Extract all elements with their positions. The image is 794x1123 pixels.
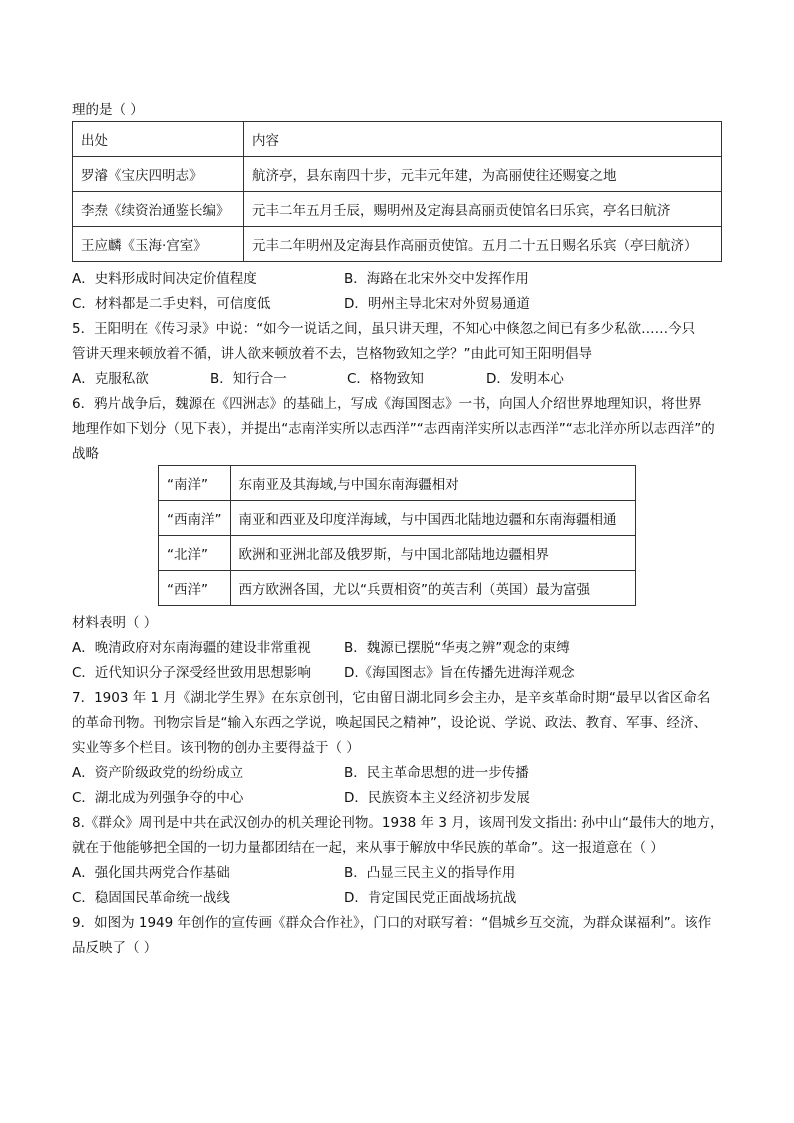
- q7-stem-line2: 的革命刊物。刊物宗旨是“输入东西之学说，唤起国民之精神”，设论说、学说、政法、教育、军事、经济、: [72, 715, 707, 731]
- table-cell: 李焘《续资治通鉴长编》: [73, 192, 244, 227]
- q4-source-table: [72, 121, 722, 262]
- q6-option-a[interactable]: A．晚清政府对东南海疆的建设非常重视: [72, 640, 311, 656]
- q7-option-c[interactable]: C．湖北成为列强争夺的中心: [72, 790, 244, 806]
- q5-stem-line1: 5．王阳明在《传习录》中说：“如今一说话之间，虽只讲天理，不知心中倏忽之间已有多少私欲……今只: [72, 321, 696, 337]
- q4-stem-tail: 理的是（ ）: [72, 102, 144, 118]
- table-cell: 元丰二年明州及定海县作高丽贡使馆。五月二十五日赐名乐宾（亭曰航济）: [244, 227, 722, 262]
- table-cell: 元丰二年五月壬辰，赐明州及定海县高丽贡使馆名曰乐宾，亭名曰航济: [244, 192, 722, 227]
- q4-option-d[interactable]: D．明州主导北宋对外贸易通道: [344, 296, 530, 312]
- q7-option-b[interactable]: B．民主革命思想的进一步传播: [344, 765, 529, 781]
- table-cell: 南亚和西亚及印度洋海域，与中国西北陆地边疆和东南海疆相通: [230, 501, 636, 536]
- q5-option-b[interactable]: B．知行合一: [210, 371, 287, 387]
- q8-stem-line1: 8.《群众》周刊是中共在武汉创办的机关理论刊物。1938 年 3 月，该周刊发文指出: 孙中山“最伟大的地方，: [72, 815, 724, 831]
- table-row: [159, 501, 636, 536]
- table-row: [73, 157, 722, 192]
- q6-after-table: 材料表明（ ）: [72, 615, 158, 631]
- q9-stem-line1: 9．如图为 1949 年创作的宣传画《群众合作社》，门口的对联写着：“倡城乡互交流，为群众谋福利”。该作: [72, 915, 712, 931]
- q4-option-a[interactable]: A．史料形成时间决定价值程度: [72, 271, 257, 287]
- q7-option-a[interactable]: A．资产阶级政党的纷纷成立: [72, 765, 244, 781]
- q8-option-b[interactable]: B．凸显三民主义的指导作用: [344, 865, 516, 881]
- q8-stem-line2: 就在于他能够把全国的一切力量都团结在一起，来从事于解放中华民族的革命”。这一报道意在（ ）: [72, 840, 664, 856]
- table-cell: “西洋”: [159, 571, 231, 606]
- q6-option-d[interactable]: D.《海国图志》旨在传播先进海洋观念: [344, 665, 575, 681]
- q4-option-b[interactable]: B．海路在北宋外交中发挥作用: [344, 271, 529, 287]
- table-cell: 欧洲和亚洲北部及俄罗斯，与中国北部陆地边疆相界: [230, 536, 636, 571]
- q6-option-c[interactable]: C．近代知识分子深受经世致用思想影响: [72, 665, 311, 681]
- table-cell: 罗濬《宝庆四明志》: [73, 157, 244, 192]
- table-cell: 航济亭，县东南四十步，元丰元年建，为高丽使往还赐宴之地: [244, 157, 722, 192]
- table-cell: 西方欧洲各国，尤以“兵贾相资”的英吉利（英国）最为富强: [230, 571, 636, 606]
- q5-stem-line2: 管讲天理来顿放着不循，讲人欲来顿放着不去，岂格物致知之学？”由此可知王阳明倡导: [72, 346, 592, 362]
- q7-option-d[interactable]: D．民族资本主义经济初步发展: [344, 790, 530, 806]
- table-header-content: 内容: [244, 122, 722, 157]
- table-cell: 王应麟《玉海·宫室》: [73, 227, 244, 262]
- q6-geography-table: [158, 465, 636, 606]
- q8-option-a[interactable]: A．强化国共两党合作基础: [72, 865, 230, 881]
- table-row: [159, 571, 636, 606]
- table-row: [73, 227, 722, 262]
- q5-option-a[interactable]: A．克服私欲: [72, 371, 149, 387]
- table-row: [159, 536, 636, 571]
- q5-option-d[interactable]: D．发明本心: [486, 371, 564, 387]
- q6-stem-line3: 战略: [72, 446, 99, 462]
- q8-option-c[interactable]: C．稳固国民革命统一战线: [72, 890, 230, 906]
- q8-option-d[interactable]: D．肯定国民党正面战场抗战: [344, 890, 517, 906]
- table-cell: “南洋”: [159, 466, 231, 501]
- table-row: [159, 466, 636, 501]
- q9-stem-line2: 品反映了（ ）: [72, 940, 158, 956]
- q6-option-b[interactable]: B．魏源已摆脱“华夷之辨”观念的束缚: [344, 640, 570, 656]
- table-cell: “西南洋”: [159, 501, 231, 536]
- q4-option-c[interactable]: C．材料都是二手史料，可信度低: [72, 296, 271, 312]
- table-cell: 东南亚及其海域,与中国东南海疆相对: [230, 466, 636, 501]
- q6-stem-line1: 6．鸦片战争后，魏源在《四洲志》的基础上，写成《海国图志》一书，向国人介绍世界地理知识，将世界: [72, 396, 702, 412]
- table-header-source: 出处: [73, 122, 244, 157]
- q7-stem-line1: 7．1903 年 1 月《湖北学生界》在东京创刊，它由留日湖北同乡会主办，是辛亥革命时期“最早以省区命名: [72, 690, 711, 706]
- q6-stem-line2: 地理作如下划分（见下表），并提出“志南洋实所以志西洋”“志西南洋实所以志西洋”“志北洋亦所以志西洋”的: [72, 421, 715, 437]
- q7-stem-line3: 实业等多个栏目。该刊物的创办主要得益于（ ）: [72, 740, 360, 756]
- q5-option-c[interactable]: C．格物致知: [347, 371, 424, 387]
- table-cell: “北洋”: [159, 536, 231, 571]
- table-row: [73, 192, 722, 227]
- table-row: [73, 122, 722, 157]
